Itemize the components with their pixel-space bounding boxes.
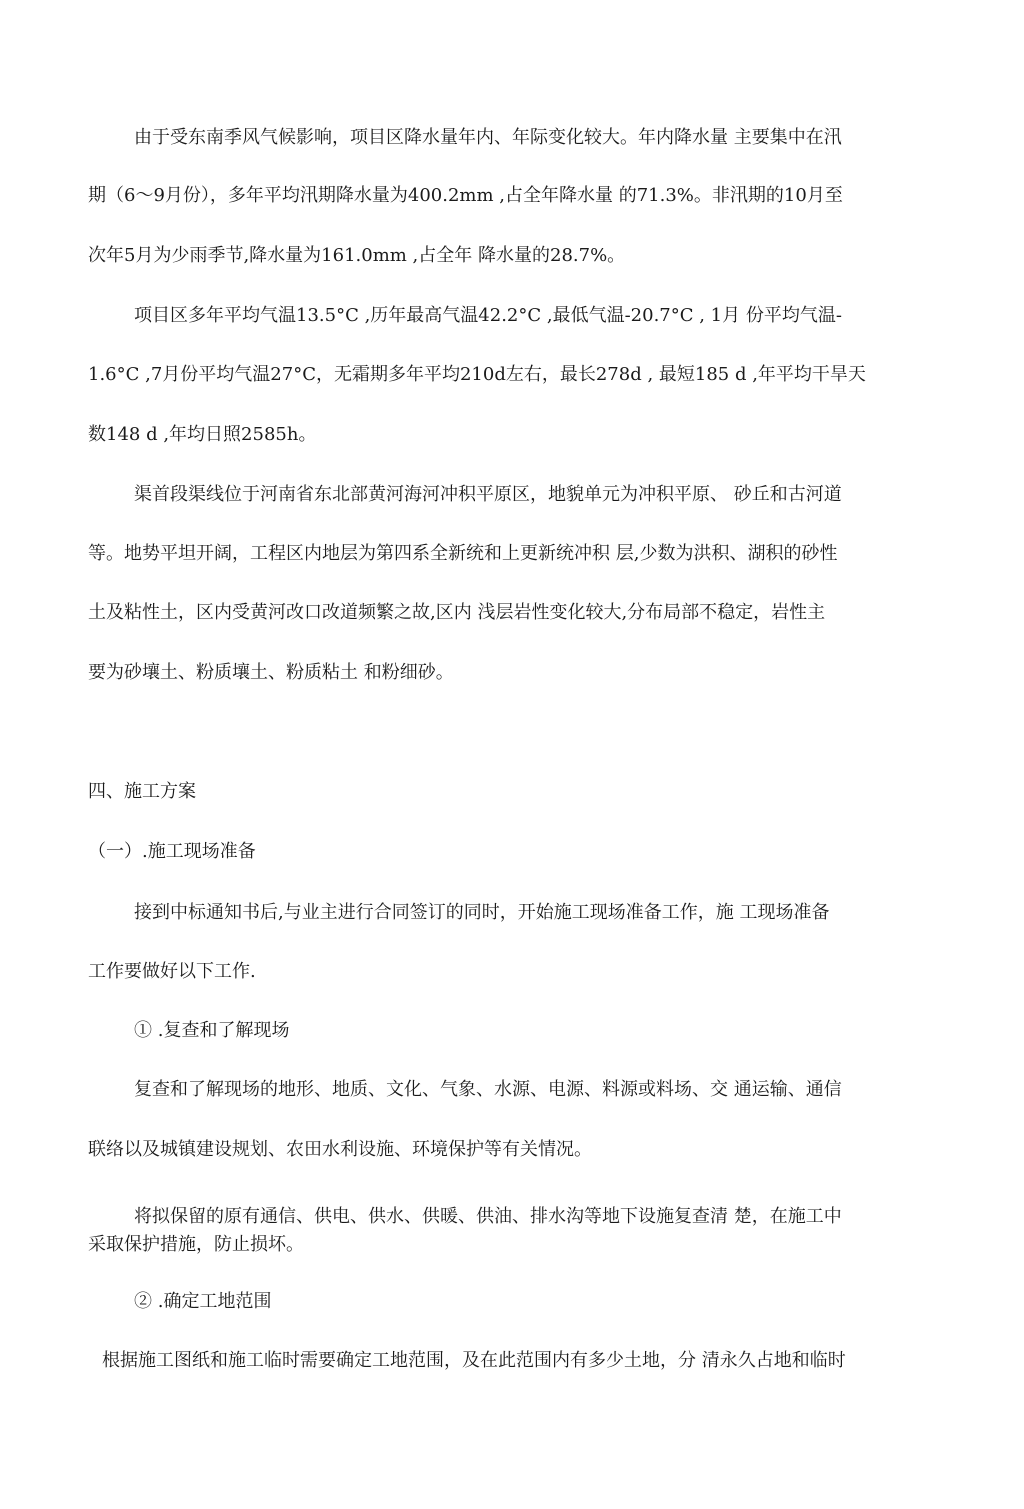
- paragraph-line: 土及粘性土，区内受黄河改口改道频繁之故,区内 浅层岩性变化较大,分布局部不稳定，岩性主: [88, 602, 826, 623]
- paragraph-line: 次年5月为少雨季节,降水量为161.0mm ,占全年 降水量的28.7%。: [88, 245, 626, 266]
- paragraph-line: 根据施工图纸和施工临时需要确定工地范围，及在此范围内有多少土地，分 清永久占地和临时: [102, 1350, 846, 1371]
- paragraph-line: 由于受东南季风气候影响，项目区降水量年内、年际变化较大。年内降水量 主要集中在汛: [134, 127, 842, 148]
- item-heading: ① .复查和了解现场: [134, 1020, 290, 1041]
- paragraph-line: 接到中标通知书后,与业主进行合同签订的同时，开始施工现场准备工作，施 工现场准备: [134, 902, 830, 923]
- paragraph-line: 数148 d ,年均日照2585h。: [88, 424, 317, 445]
- paragraph-line: 要为砂壤土、粉质壤土、粉质粘土 和粉细砂。: [88, 662, 454, 683]
- paragraph-line: 1.6°C ,7月份平均气温27°C，无霜期多年平均210d左右，最长278d , 最短185 d ,年平均干旱天: [88, 364, 866, 385]
- subsection-heading: （一）.施工现场准备: [88, 841, 256, 862]
- paragraph-line: 采取保护措施，防止损坏。: [88, 1234, 304, 1255]
- paragraph-line: 项目区多年平均气温13.5°C ,历年最高气温42.2°C ,最低气温-20.7°C , 1月 份平均气温-: [134, 305, 842, 326]
- paragraph-line: 渠首段渠线位于河南省东北部黄河海河冲积平原区，地貌单元为冲积平原、 砂丘和古河道: [134, 484, 842, 505]
- paragraph-line: 工作要做好以下工作.: [88, 961, 256, 982]
- paragraph-line: 将拟保留的原有通信、供电、供水、供暖、供油、排水沟等地下设施复查清 楚，在施工中: [134, 1206, 842, 1227]
- paragraph-line: 复查和了解现场的地形、地质、文化、气象、水源、电源、料源或料场、交 通运输、通信: [134, 1079, 842, 1100]
- paragraph-line: 期（6～9月份），多年平均汛期降水量为400.2mm ,占全年降水量 的71.3%。非汛期的10月至: [88, 185, 843, 206]
- paragraph-line: 联络以及城镇建设规划、农田水利设施、环境保护等有关情况。: [88, 1139, 592, 1160]
- section-heading: 四、施工方案: [88, 781, 196, 802]
- item-heading: ② .确定工地范围: [134, 1291, 272, 1312]
- paragraph-line: 等。地势平坦开阔，工程区内地层为第四系全新统和上更新统冲积 层,少数为洪积、湖积的砂性: [88, 543, 838, 564]
